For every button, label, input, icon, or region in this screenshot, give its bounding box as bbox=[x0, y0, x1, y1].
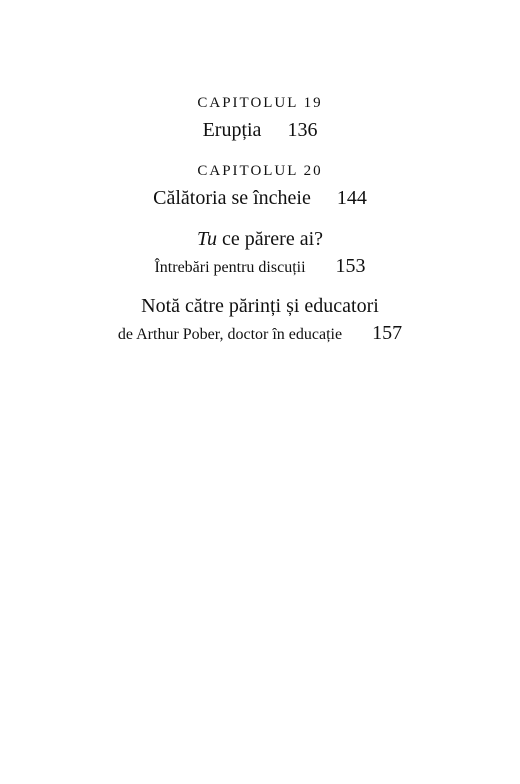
note-entry bbox=[0, 323, 520, 343]
chapter-20-page: 144 bbox=[336, 187, 367, 209]
note-subtitle: de Arthur Pober, doctor în educație bbox=[117, 326, 343, 343]
chapter-19-title: Erupția bbox=[202, 119, 262, 141]
chapter-19-page: 136 bbox=[287, 119, 318, 141]
questions-page: 153 bbox=[335, 255, 366, 277]
questions-title-rest: ce părere ai? bbox=[217, 228, 324, 250]
note-page: 157 bbox=[372, 322, 403, 344]
chapter-20-entry bbox=[0, 188, 520, 208]
questions-title bbox=[0, 229, 520, 249]
chapter-20-label: CAPITOLUL 20 bbox=[197, 163, 323, 179]
note-title: Notă către părinți și educatori bbox=[141, 295, 379, 317]
chapter-20-title: Călătoria se încheie bbox=[153, 187, 311, 209]
chapter-19-entry bbox=[0, 120, 520, 140]
questions-entry bbox=[0, 256, 520, 276]
questions-title-italic: Tu bbox=[196, 228, 217, 250]
questions-subtitle: Întrebări pentru discuții bbox=[154, 259, 306, 276]
chapter-19-label: CAPITOLUL 19 bbox=[197, 95, 323, 111]
